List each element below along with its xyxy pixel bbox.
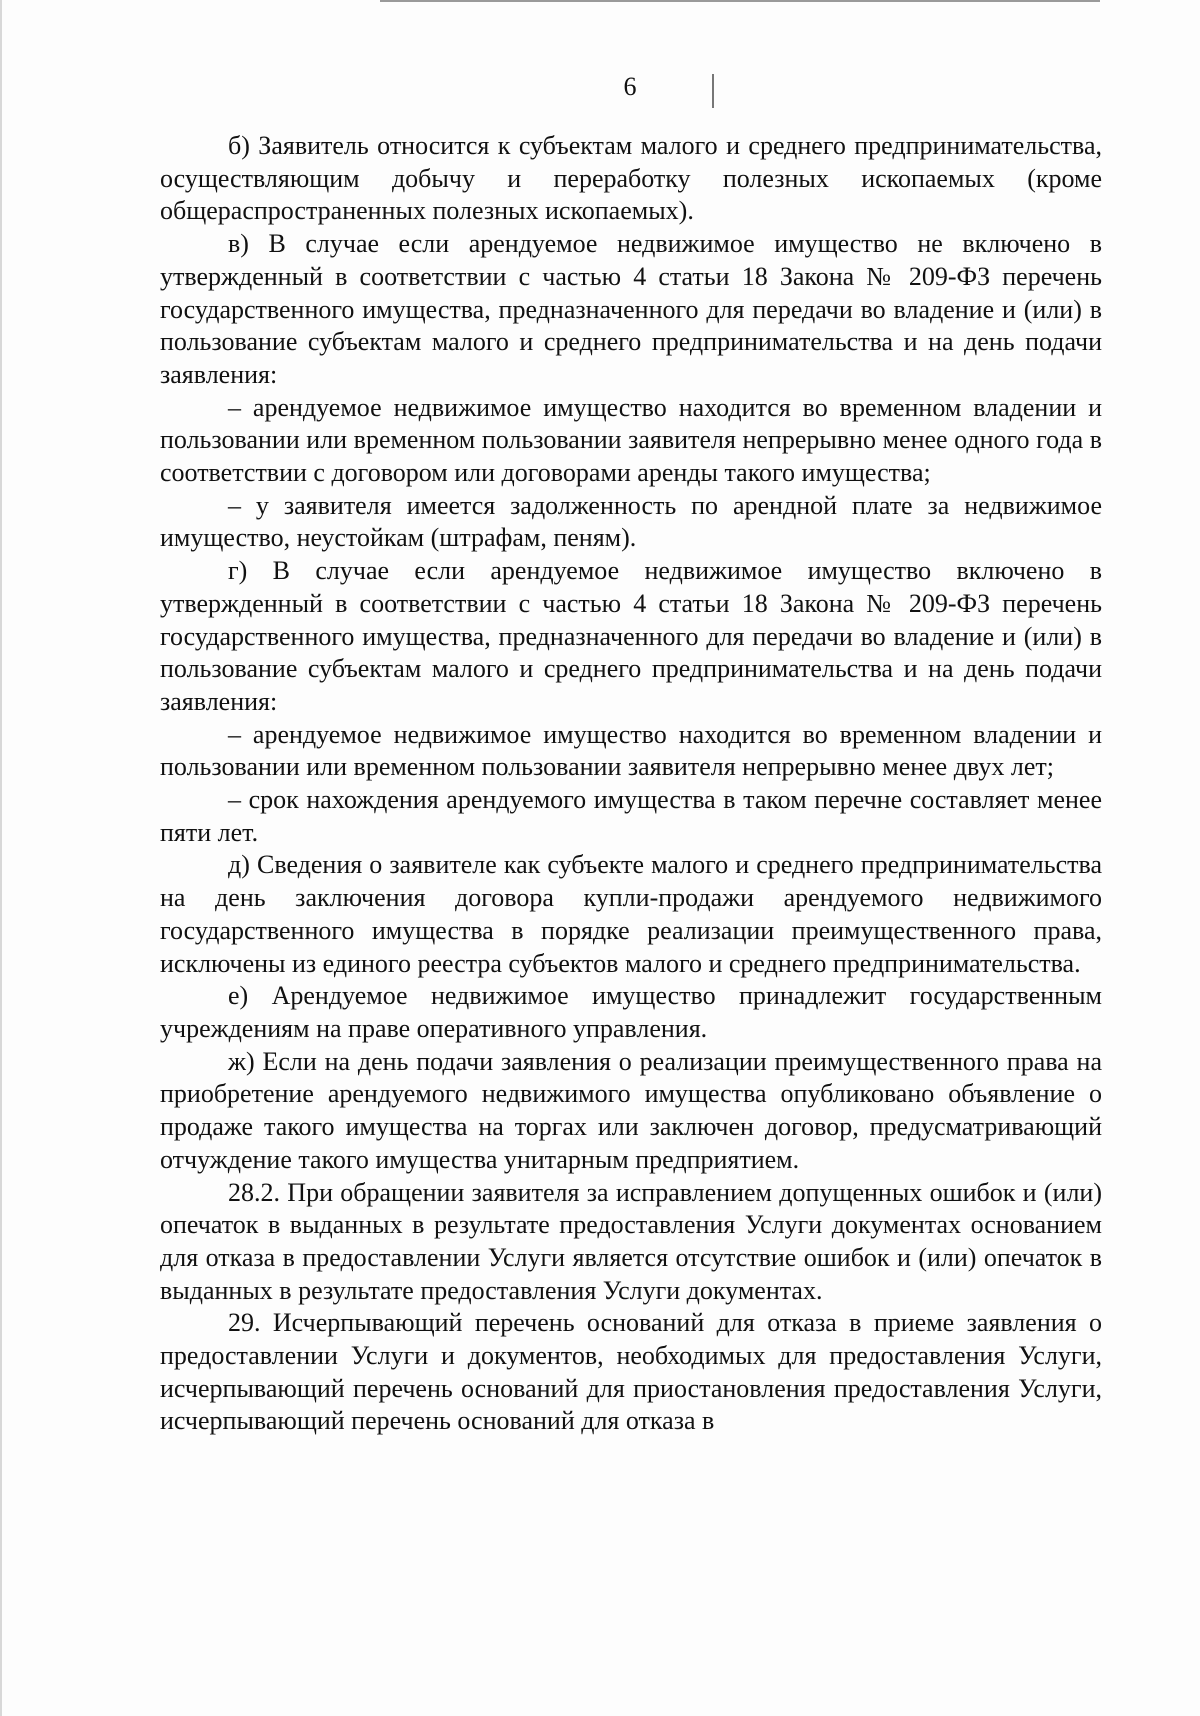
paragraph-g: г) В случае если арендуемое недвижимое имущество включено в утвержденный в соответствии с частью 4 статьи 18 Закона № 209-ФЗ перечень государственного имущества, предназначенного для передачи во владение и (или) в пользование субъектам малого и среднего предпринимательства и на день подачи заявления: <box>160 556 1102 716</box>
page-number: 6 <box>623 72 637 101</box>
scan-mark <box>712 74 714 108</box>
scan-left-edge <box>0 0 2 1716</box>
paragraph-b: б) Заявитель относится к субъектам малого и среднего предпринимательства, осуществляющим добычу и переработку полезных ископаемых (кроме общераспространенных полезных ископаемых). <box>160 131 1102 226</box>
paragraph-g-item-1: – арендуемое недвижимое имущество находится во временном владении и пользовании или временном пользовании заявителя непрерывно менее двух лет; <box>160 719 1102 782</box>
paragraph-g-item-2: – срок нахождения арендуемого имущества в таком перечне составляет менее пяти лет. <box>160 785 1102 847</box>
paragraph-v-item-2: – у заявителя имеется задолженность по арендной плате за недвижимое имущество, неустойкам (штрафам, пеням). <box>160 490 1102 553</box>
document-body <box>160 130 1102 1438</box>
paragraph-d: д) Сведения о заявителе как субъекте малого и среднего предпринимательства на день заключения договора купли-продажи арендуемого недвижимого государственного имущества в порядке реализации преимущественного права, исключены из единого реестра субъектов малого и среднего предпринимательства. <box>160 850 1102 978</box>
paragraph-zh: ж) Если на день подачи заявления о реализации преимущественного права на приобретение арендуемого недвижимого имущества опубликовано объявление о продаже такого имущества на торгах или заключен договор, предусматривающий отчуждение такого имущества унитарным предприятием. <box>160 1046 1102 1174</box>
paragraph-29: 29. Исчерпывающий перечень оснований для отказа в приеме заявления о предоставлении Услуги и документов, необходимых для предоставления Услуги, исчерпывающий перечень оснований для приостановления предоставления Услуги, исчерпывающий перечень оснований для отказа в <box>160 1308 1102 1436</box>
paragraph-28-2: 28.2. При обращении заявителя за исправлением допущенных ошибок и (или) опечаток в выданных в результате предоставления Услуги документах основанием для отказа в предоставлении Услуги является отсутствие ошибок и (или) опечаток в выданных в результате предоставления Услуги документах. <box>160 1177 1102 1305</box>
scan-top-rule <box>380 0 1100 2</box>
paragraph-v-item-1: – арендуемое недвижимое имущество находится во временном владении и пользовании или временном пользовании заявителя непрерывно менее одного года в соответствии с договором или договорами аренды такого имущества; <box>160 392 1102 488</box>
paragraph-e: е) Арендуемое недвижимое имущество принадлежит государственным учреждениям на праве оперативного управления. <box>160 981 1102 1043</box>
paragraph-v: в) В случае если арендуемое недвижимое имущество не включено в утвержденный в соответствии с частью 4 статьи 18 Закона № 209-ФЗ перечень государственного имущества, предназначенного для передачи во владение и (или) в пользование субъектам малого и среднего предпринимательства и на день подачи заявления: <box>160 229 1102 389</box>
